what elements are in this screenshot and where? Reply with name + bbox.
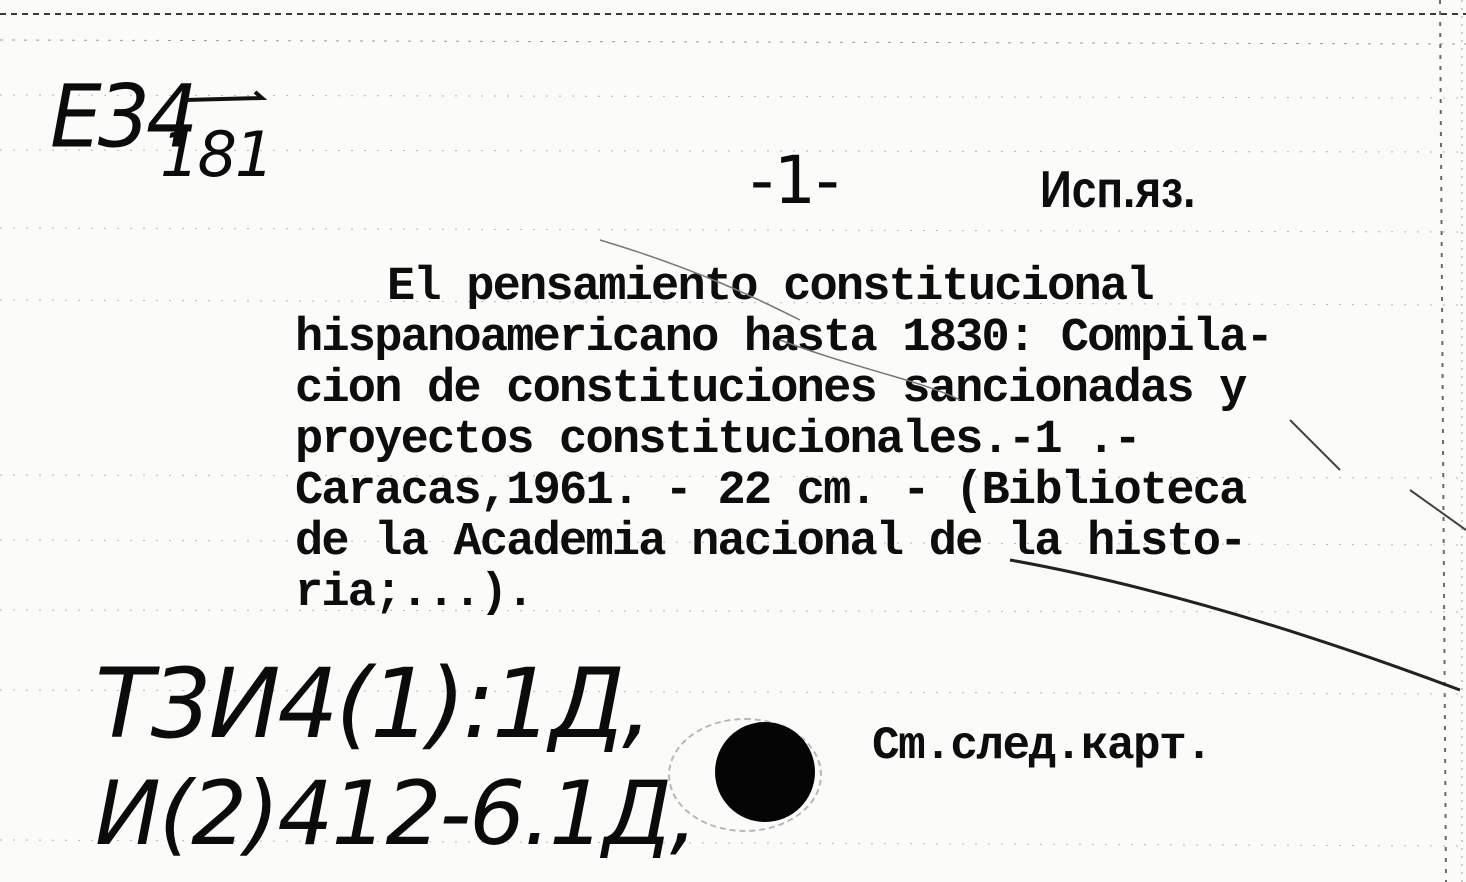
entry-line: Caracas,1961. - 22 cm. - (Biblioteca <box>295 465 1246 518</box>
classification-code-2: И(2)412-6.1Д, <box>95 762 696 865</box>
entry-line: El pensamiento constitucional <box>387 261 1153 314</box>
language-label: Исп.яз. <box>1040 161 1196 219</box>
entry-line: proyectos constitucionales.-1 .- <box>295 414 1140 467</box>
entry-line: de la Academia nacional de la histo- <box>295 516 1246 569</box>
entry-line: hispanoamericano hasta 1830: Compila- <box>295 312 1272 365</box>
classification-code-1: Т3И4(1):1Д, <box>95 648 650 760</box>
entry-line: cion de constituciones sancionadas y <box>295 363 1246 416</box>
shelf-mark-number: 181 <box>160 118 273 191</box>
see-next-card-note: Cm.след.карт. <box>872 720 1212 772</box>
card-number: -1- <box>750 142 840 219</box>
entry-line: ria;...). <box>295 567 533 620</box>
shelf-mark: Е34 <box>50 67 195 168</box>
